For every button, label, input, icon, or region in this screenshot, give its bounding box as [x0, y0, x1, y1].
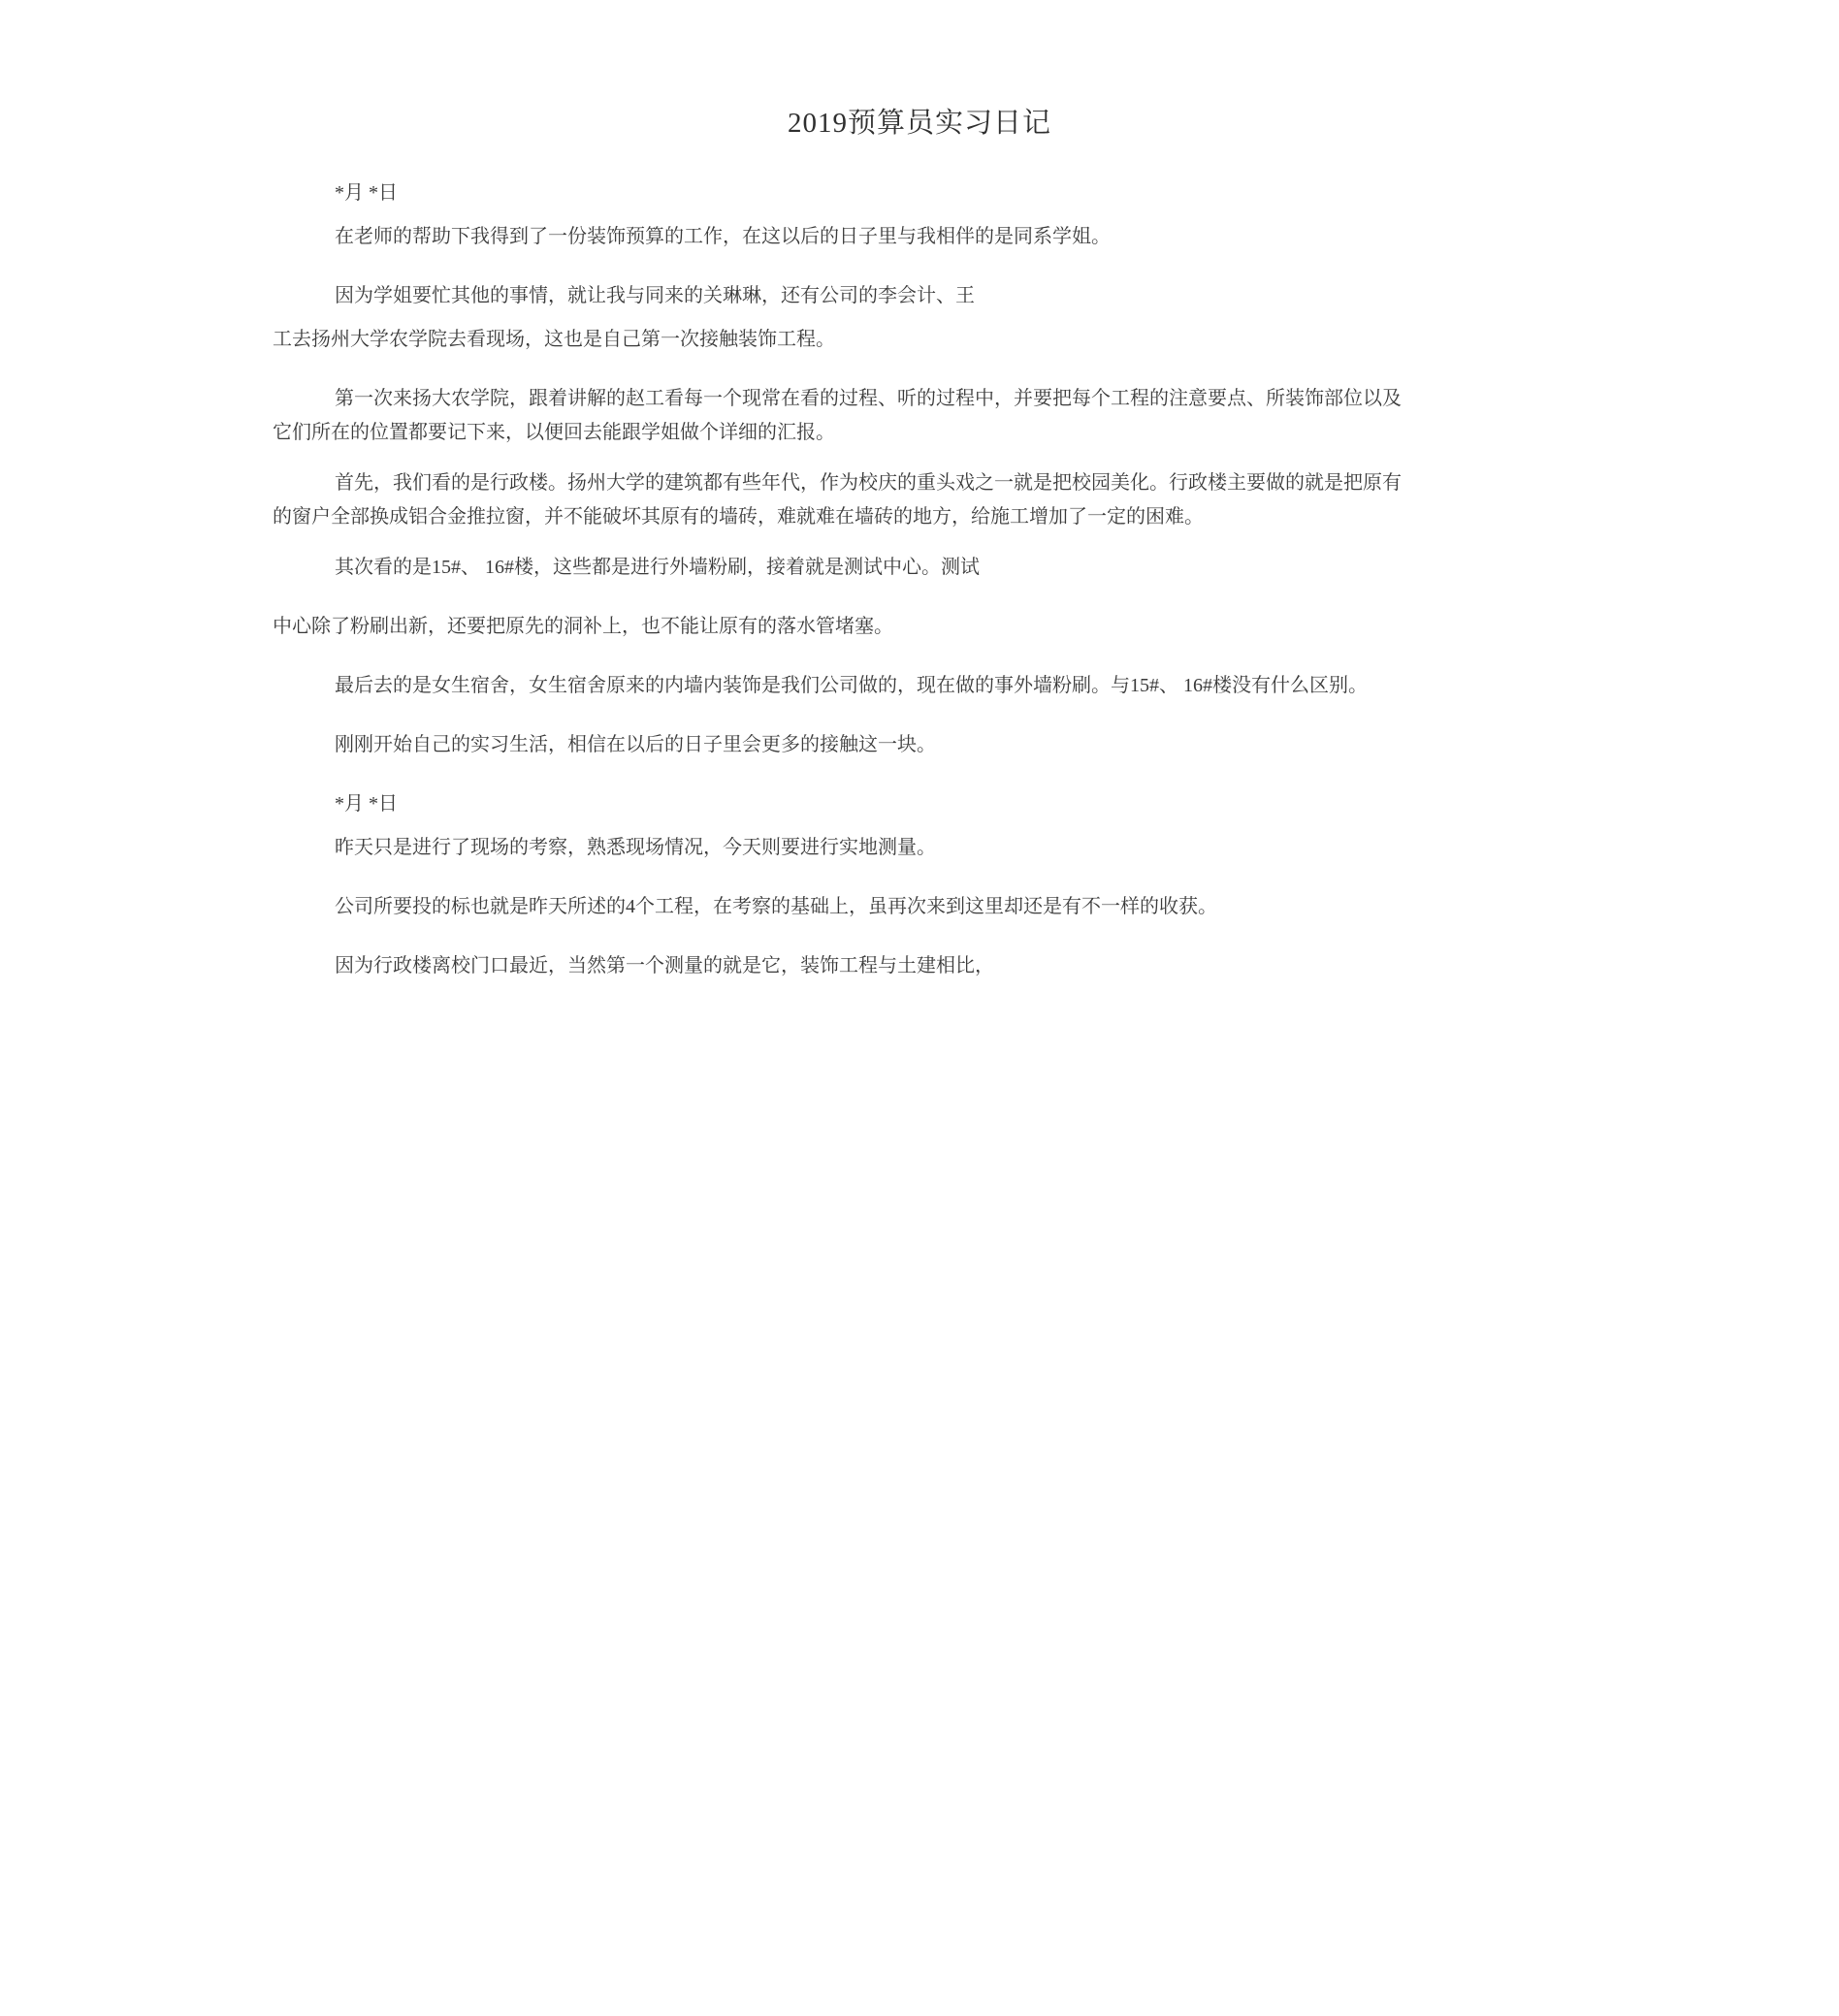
diary-paragraph: 因为学姐要忙其他的事情，就让我与同来的关琳琳，还有公司的李会计、王: [335, 285, 975, 306]
diary-paragraph-cont: 中心除了粉刷出新，还要把原先的洞补上，也不能让原有的落水管堵塞。: [273, 616, 893, 637]
diary-date-line: *月 *日: [335, 793, 398, 815]
document-title: 2019预算员实习日记: [787, 108, 1051, 139]
diary-date-line: *月 *日: [335, 182, 398, 204]
diary-paragraph: 第一次来扬大农学院，跟着讲解的赵工看每一个现常在看的过程、听的过程中，并要把每个工程的注意要点、所装饰部位以及它们所在的位置都要记下来，以便回去能跟学姐做个详细的汇报。: [273, 388, 1402, 443]
diary-paragraph: 最后去的是女生宿舍，女生宿舍原来的内墙内装饰是我们公司做的，现在做的事外墙粉刷。与15#、 16#楼没有什么区别。: [335, 675, 1368, 696]
diary-paragraph-cont: 工去扬州大学农学院去看现场，这也是自己第一次接触装饰工程。: [273, 329, 835, 350]
diary-paragraph: 公司所要投的标也就是昨天所述的4个工程，在考察的基础上，虽再次来到这里却还是有不一样的收获。: [335, 896, 1217, 917]
diary-paragraph: 昨天只是进行了现场的考察，熟悉现场情况，今天则要进行实地测量。: [335, 837, 936, 858]
diary-paragraph: 在老师的帮助下我得到了一份装饰预算的工作，在这以后的日子里与我相伴的是同系学姐。: [335, 226, 1111, 247]
document-body: [273, 176, 1415, 983]
diary-paragraph: 首先，我们看的是行政楼。扬州大学的建筑都有些年代，作为校庆的重头戏之一就是把校园美化。行政楼主要做的就是把原有的窗户全部换成铝合金推拉窗，并不能破坏其原有的墙砖，难就难在墙砖的地方，给施工增加了一定的困难。: [273, 472, 1402, 528]
diary-paragraph: 刚刚开始自己的实习生活，相信在以后的日子里会更多的接触这一块。: [335, 734, 936, 755]
diary-paragraph: 因为行政楼离校门口最近，当然第一个测量的就是它，装饰工程与土建相比，: [335, 955, 994, 976]
diary-paragraph: 其次看的是15#、 16#楼，这些都是进行外墙粉刷，接着就是测试中心。测试: [335, 557, 980, 578]
